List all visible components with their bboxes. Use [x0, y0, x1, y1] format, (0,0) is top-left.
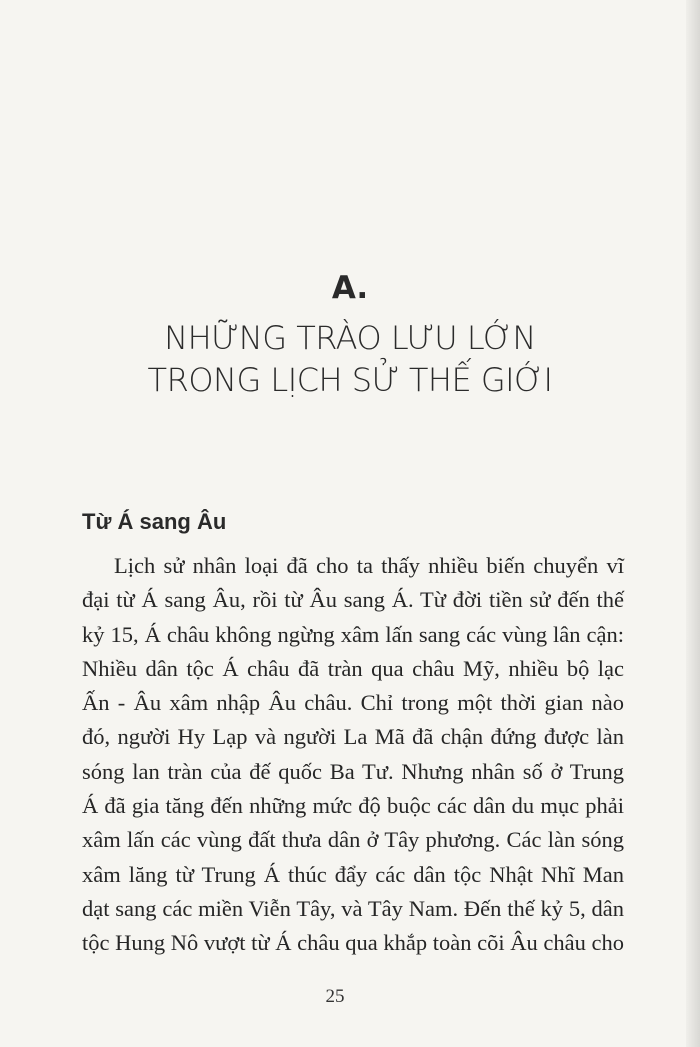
body-line: xâm lấn các vùng đất thưa dân ở Tây phương. Các làn sóng	[82, 827, 624, 853]
body-line: sóng lan tràn của đế quốc Ba Tư. Nhưng nhân số ở Trung	[82, 758, 624, 784]
subheading: Từ Á sang Âu	[82, 509, 227, 534]
body-text	[82, 549, 624, 961]
body-line: Nhiều dân tộc Á châu đã tràn qua châu Mỹ, nhiều bộ lạc	[82, 655, 624, 681]
body-line: tộc Hung Nô vượt từ Á châu qua khắp toàn cõi Âu châu cho	[82, 930, 624, 956]
body-line: Ấn - Âu xâm nhập Âu châu. Chỉ trong một thời gian nào	[82, 690, 624, 716]
body-line: đại từ Á sang Âu, rồi từ Âu sang Á. Từ đời tiền sử đến thế	[82, 587, 624, 613]
body-line: Á đã gia tăng đến những mức độ buộc các dân du mục phải	[82, 793, 624, 819]
body-line: đó, người Hy Lạp và người La Mã đã chận đứng được làn	[82, 724, 624, 750]
page-number: 25	[325, 986, 345, 1007]
body-line: dạt sang các miền Viễn Tây, và Tây Nam. Đến thế kỷ 5, dân	[82, 895, 624, 921]
section-title-line-1: NHỮNG TRÀO LƯU LỚN	[164, 319, 536, 357]
page-edge-shadow	[686, 0, 700, 1047]
body-line: xâm lăng từ Trung Á thúc đẩy các dân tộc Nhật Nhĩ Man	[82, 861, 624, 887]
section-title-line-2: TRONG LỊCH SỬ THẾ GIỚI	[147, 361, 553, 399]
body-line: kỷ 15, Á châu không ngừng xâm lấn sang các vùng lân cận:	[82, 621, 624, 647]
section-letter: A.	[331, 270, 369, 306]
body-line: Lịch sử nhân loại đã cho ta thấy nhiều biến chuyển vĩ	[114, 553, 624, 578]
